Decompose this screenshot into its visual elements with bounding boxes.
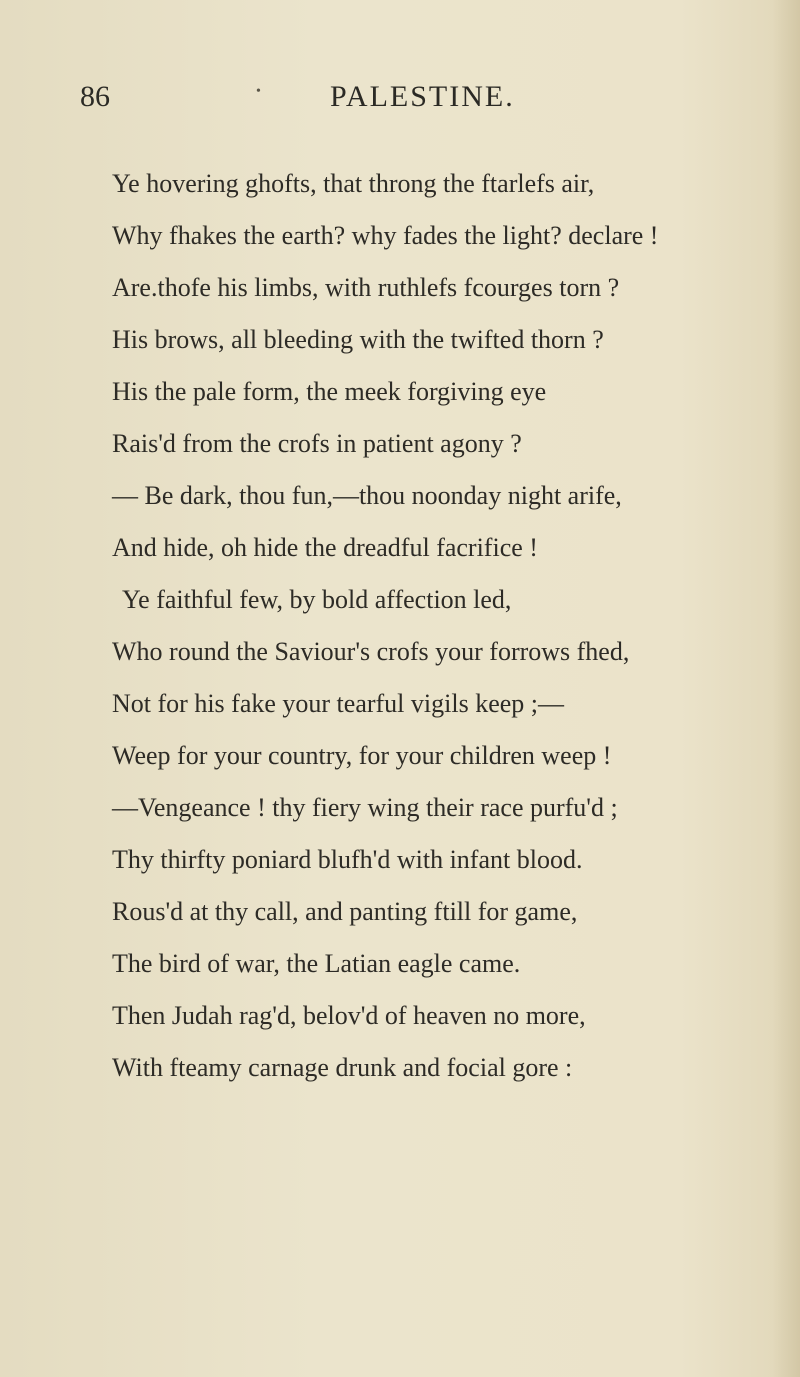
printing-mark: • <box>256 84 261 99</box>
verse-line: Thy thirfty poniard blufh'd with infant blood. <box>112 845 583 874</box>
verse-line: The bird of war, the Latian eagle came. <box>112 949 521 978</box>
verse-line: With fteamy carnage drunk and focial gore : <box>112 1053 573 1082</box>
verse-line: Rais'd from the crofs in patient agony ? <box>112 429 522 458</box>
verse-line: Rous'd at thy call, and panting ftill for game, <box>112 897 578 926</box>
page-edge-shadow <box>772 0 800 1377</box>
verse-line: —Vengeance ! thy fiery wing their race purfu'd ; <box>112 793 618 822</box>
verse-line: And hide, oh hide the dreadful facrifice ! <box>112 533 538 562</box>
running-title: PALESTINE. <box>330 80 515 113</box>
verse-line: Ye hovering ghofts, that throng the ftarlefs air, <box>112 169 595 198</box>
verse-line: His brows, all bleeding with the twifted thorn ? <box>112 325 604 354</box>
verse-line: Weep for your country, for your children weep ! <box>112 741 612 770</box>
verse-line: Who round the Saviour's crofs your forrows fhed, <box>112 637 630 666</box>
verse-line: Are.thofe his limbs, with ruthlefs fcourges torn ? <box>112 273 620 302</box>
verse-line: Then Judah rag'd, belov'd of heaven no more, <box>112 1001 586 1030</box>
verse-line: Why fhakes the earth? why fades the light? declare ! <box>112 221 659 250</box>
page-number: 86 <box>80 80 110 113</box>
page-header <box>0 80 800 120</box>
verse-line: Ye faithful few, by bold affection led, <box>122 585 512 614</box>
verse-line: Not for his fake your tearful vigils keep ;— <box>112 689 564 718</box>
verse-line: — Be dark, thou fun,—thou noonday night arife, <box>112 481 622 510</box>
verse-line: His the pale form, the meek forgiving eye <box>112 377 547 406</box>
